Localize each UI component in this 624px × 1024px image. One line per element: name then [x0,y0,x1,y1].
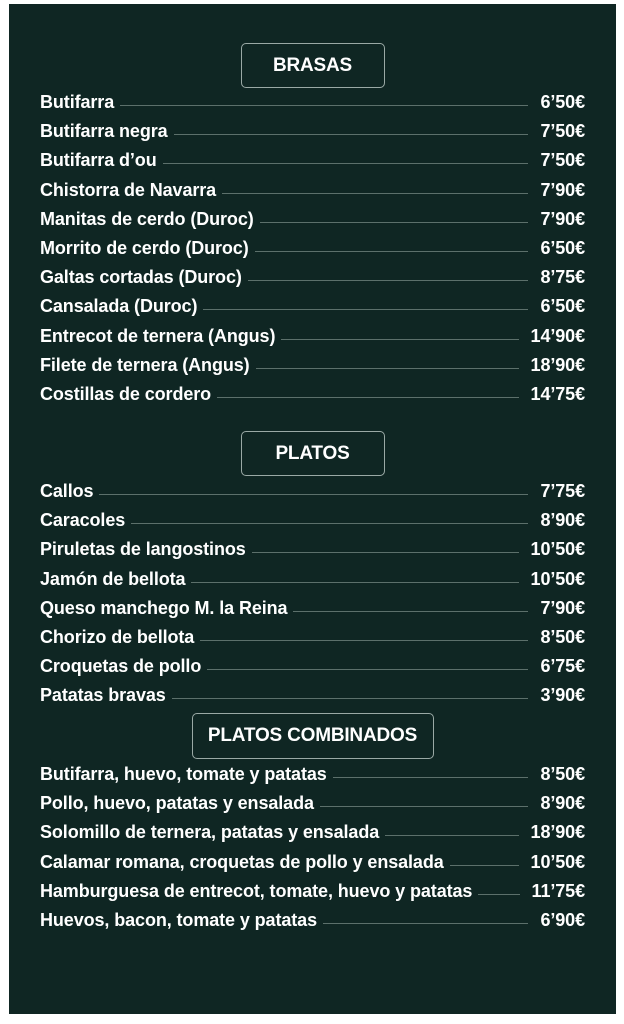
dotted-leader [207,669,528,670]
item-name: Pollo, huevo, patatas y ensalada [40,793,314,814]
dotted-leader [333,777,529,778]
item-name: Filete de ternera (Angus) [40,354,250,375]
item-name: Chistorra de Navarra [40,179,217,200]
item-price: 8’75€ [540,267,585,288]
item-price: 7’50€ [540,121,585,142]
item-name: Galtas cortadas (Duroc) [40,267,242,288]
item-price: 11’75€ [531,880,585,901]
item-price: 6’75€ [540,656,585,677]
item-price: 7’50€ [540,150,585,171]
item-name: Cansalada (Duroc) [40,296,198,317]
item-name: Callos [40,481,94,501]
menu-item [40,685,585,714]
dotted-leader [256,368,519,369]
menu-item [40,92,585,121]
menu-item [40,326,585,355]
menu-item [40,764,585,793]
menu-item [40,209,585,238]
item-price: 18’90€ [530,354,585,375]
item-name: Morrito de cerdo (Duroc) [40,237,249,258]
item-price: 6’50€ [540,92,585,112]
menu-item [40,539,585,568]
dotted-leader [320,806,529,807]
item-name: Entrecot de ternera (Angus) [40,325,276,346]
item-price: 10’50€ [530,568,585,589]
dotted-leader [248,280,529,281]
menu-item [40,384,585,413]
item-name: Butifarra negra [40,121,168,142]
item-price: 18’90€ [530,822,585,843]
dotted-leader [222,193,528,194]
dotted-leader [191,582,518,583]
item-price: 8’50€ [540,626,585,647]
menu-item [40,481,585,510]
dotted-leader [217,397,518,398]
item-price: 10’50€ [530,851,585,872]
item-price: 8’90€ [540,510,585,531]
menu-item [40,510,585,539]
dotted-leader [131,523,528,524]
item-name: Huevos, bacon, tomate y patatas [40,909,317,930]
item-price: 8’90€ [540,793,585,814]
menu-panel [9,4,616,1014]
dotted-leader [203,309,528,310]
section-header-platos[interactable]: PLATOS [241,431,385,476]
dotted-leader [450,865,519,866]
item-price: 14’75€ [530,383,585,404]
item-price: 7’90€ [540,208,585,229]
menu-item [40,569,585,598]
item-name: Butifarra [40,92,115,112]
item-price: 6’50€ [540,237,585,258]
dotted-leader [323,923,528,924]
menu-item [40,150,585,179]
menu-item [40,793,585,822]
item-name: Patatas bravas [40,685,166,706]
menu-item [40,238,585,267]
section-header-platos-combinados[interactable]: PLATOS COMBINADOS [192,713,434,759]
dotted-leader [260,222,529,223]
platos-list [40,481,585,715]
section-header-brasas[interactable]: BRASAS [241,43,385,88]
dotted-leader [120,105,528,106]
item-price: 3’90€ [540,685,585,706]
menu-item [40,180,585,209]
item-name: Queso manchego M. la Reina [40,597,288,618]
dotted-leader [293,611,528,612]
item-name: Butifarra d’ou [40,150,157,171]
item-price: 8’50€ [540,764,585,784]
dotted-leader [174,134,529,135]
item-name: Piruletas de langostinos [40,539,246,560]
dotted-leader [255,251,529,252]
dotted-leader [163,163,529,164]
item-name: Calamar romana, croquetas de pollo y ensalada [40,851,444,872]
menu-item [40,598,585,627]
brasas-list [40,92,585,413]
item-price: 14’90€ [530,325,585,346]
item-price: 7’90€ [540,179,585,200]
menu-item [40,121,585,150]
item-price: 6’50€ [540,296,585,317]
menu-item [40,910,585,939]
item-price: 7’90€ [540,597,585,618]
menu-item [40,627,585,656]
item-name: Manitas de cerdo (Duroc) [40,208,254,229]
item-name: Jamón de bellota [40,568,186,589]
dotted-leader [385,835,518,836]
item-price: 7’75€ [540,481,585,501]
menu-item [40,355,585,384]
item-price: 6’90€ [540,909,585,930]
dotted-leader [200,640,528,641]
item-price: 10’50€ [530,539,585,560]
item-name: Chorizo de bellota [40,626,195,647]
item-name: Costillas de cordero [40,383,212,404]
menu-item [40,296,585,325]
menu-item [40,656,585,685]
dotted-leader [172,698,529,699]
menu-item [40,852,585,881]
menu-item [40,881,585,910]
item-name: Solomillo de ternera, patatas y ensalada [40,822,380,843]
menu-item [40,267,585,296]
dotted-leader [281,339,518,340]
dotted-leader [99,494,528,495]
dotted-leader [478,894,519,895]
item-name: Hamburguesa de entrecot, tomate, huevo y patatas [40,880,473,901]
item-name: Caracoles [40,510,126,531]
platos-combinados-list [40,764,585,939]
menu-item [40,822,585,851]
item-name: Butifarra, huevo, tomate y patatas [40,764,327,784]
item-name: Croquetas de pollo [40,656,202,677]
dotted-leader [252,552,519,553]
